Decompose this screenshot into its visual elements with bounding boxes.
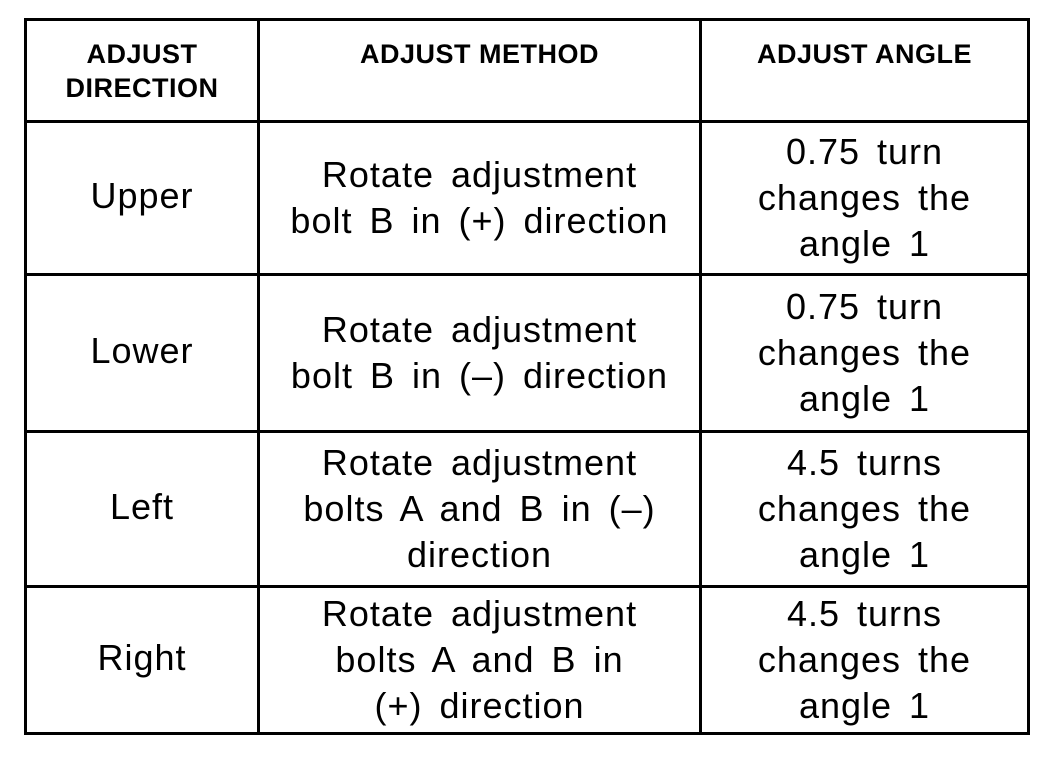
direction-cell [27,123,260,276]
method-cell [260,588,702,732]
angle-line: changes the [757,177,972,218]
direction-cell [27,276,260,433]
table-header-row [27,21,1027,123]
method-line: bolts A and B in (–) [303,488,656,529]
header-direction-line1: ADJUST [86,39,198,69]
angle-line: angle 1 [798,378,931,419]
table-row [27,123,1027,276]
method-cell [260,276,702,433]
angle-cell [702,588,1027,732]
direction-value: Upper [90,175,194,216]
direction-value: Right [97,637,187,678]
method-line: Rotate adjustment [321,154,638,195]
header-adjust-direction [27,21,260,123]
angle-line: changes the [757,488,972,529]
method-line: bolt B in (–) direction [290,355,669,396]
method-line: direction [406,534,553,575]
angle-line: changes the [757,639,972,680]
angle-cell [702,276,1027,433]
method-line: (+) direction [374,685,585,726]
adjustment-table-frame [24,18,1030,735]
table-row [27,433,1027,588]
table-row [27,276,1027,433]
method-line: Rotate adjustment [321,309,638,350]
table-row [27,588,1027,732]
adjustment-table [27,21,1027,732]
header-adjust-angle [702,21,1027,123]
header-angle-label: ADJUST ANGLE [756,39,972,69]
angle-line: angle 1 [798,685,931,726]
direction-value: Lower [90,330,194,371]
angle-line: 0.75 turn [785,286,944,327]
method-cell [260,123,702,276]
angle-line: 4.5 turns [786,442,943,483]
angle-cell [702,123,1027,276]
angle-line: 4.5 turns [786,593,943,634]
direction-value: Left [109,486,175,527]
angle-cell [702,433,1027,588]
method-line: bolt B in (+) direction [290,200,669,241]
method-line: Rotate adjustment [321,442,638,483]
angle-line: changes the [757,332,972,373]
header-method-label: ADJUST METHOD [359,39,599,69]
direction-cell [27,433,260,588]
header-adjust-method [260,21,702,123]
method-line: bolts A and B in [335,639,624,680]
header-direction-line2: DIRECTION [65,73,219,103]
angle-line: angle 1 [798,223,931,264]
method-line: Rotate adjustment [321,593,638,634]
direction-cell [27,588,260,732]
angle-line: angle 1 [798,534,931,575]
method-cell [260,433,702,588]
angle-line: 0.75 turn [785,131,944,172]
